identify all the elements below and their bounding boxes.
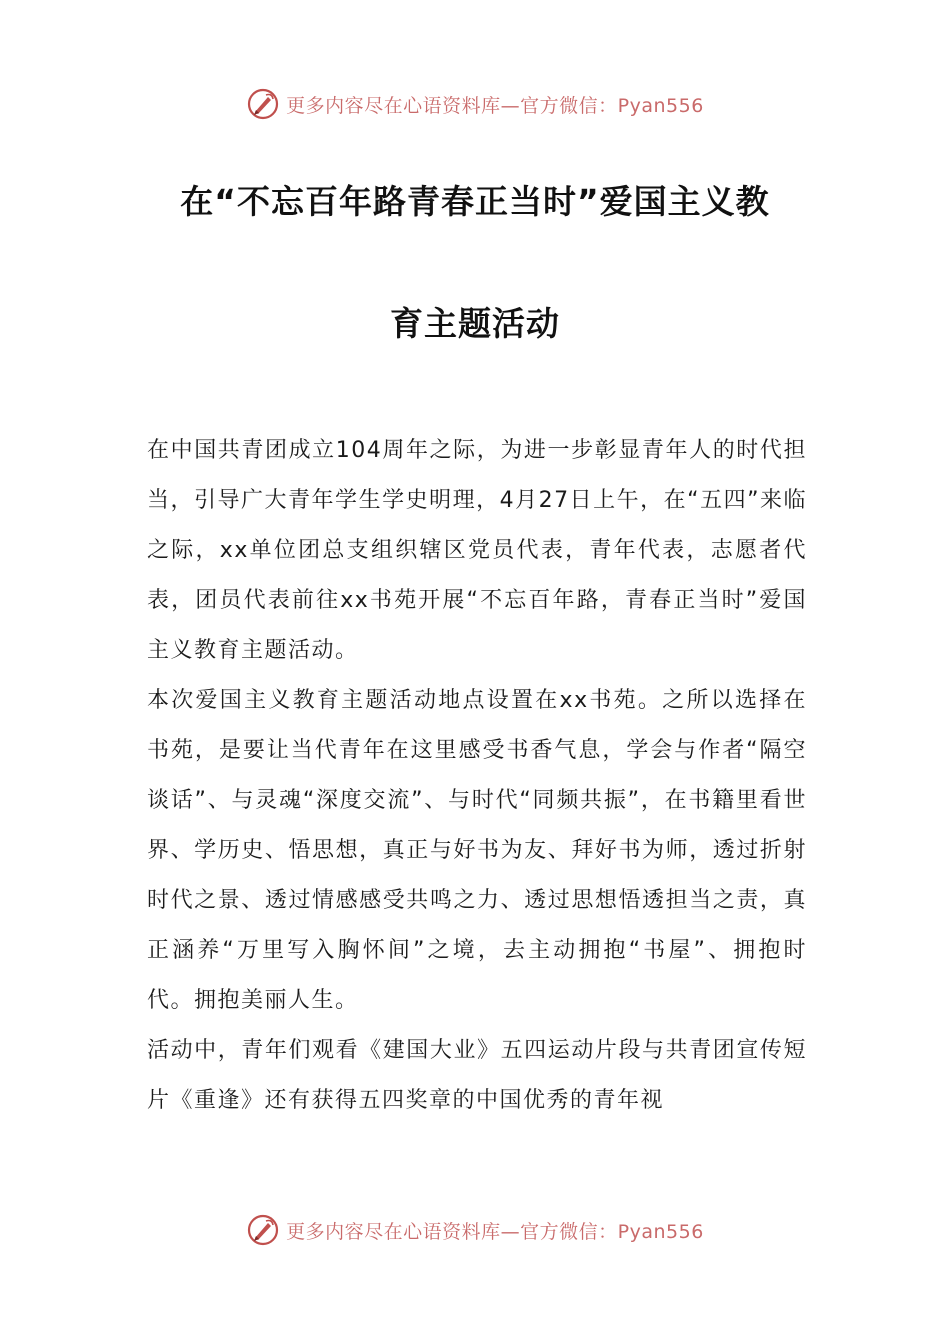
paragraph-1: 在中国共青团成立104周年之际，为进一步彰显青年人的时代担当，引导广大青年学生学史明理，4月27日上午，在“五四”来临之际，xx单位团总支组织辖区党员代表，青年代表，志愿者代表，团员代表前往xx书苑开展“不忘百年路，青春正当时”爱国主义教育主题活动。 [147,438,807,663]
document-body [147,426,807,1126]
footer-banner [0,1210,950,1250]
title-line-1: 在“不忘百年路青春正当时”爱国主义教 [180,182,770,221]
paragraph-2: 本次爱国主义教育主题活动地点设置在xx书苑。之所以选择在书苑，是要让当代青年在这里感受书香气息，学会与作者“隔空谈话”、与灵魂“深度交流”、与时代“同频共振”，在书籍里看世界、学历史、悟思想，真正与好书为友、拜好书为师，透过折射时代之景、透过情感感受共鸣之力、透过思想悟透担当之责，真正涵养“万里写入胸怀间”之境，去主动拥抱“书屋”、拥抱时代。拥抱美丽人生。 [147,688,807,1013]
paragraph-3: 活动中，青年们观看《建国大业》五四运动片段与共青团宣传短片《重逢》还有获得五四奖章的中国优秀的青年视 [147,1038,807,1113]
pen-logo-icon [246,1213,280,1247]
pen-logo-icon [246,87,280,121]
header-banner-text: 更多内容尽在心语资料库—官方微信：Pyan556 [286,94,704,117]
footer-banner-text: 更多内容尽在心语资料库—官方微信：Pyan556 [286,1220,704,1243]
title-line-2: 育主题活动 [390,304,560,343]
header-banner [0,84,950,124]
